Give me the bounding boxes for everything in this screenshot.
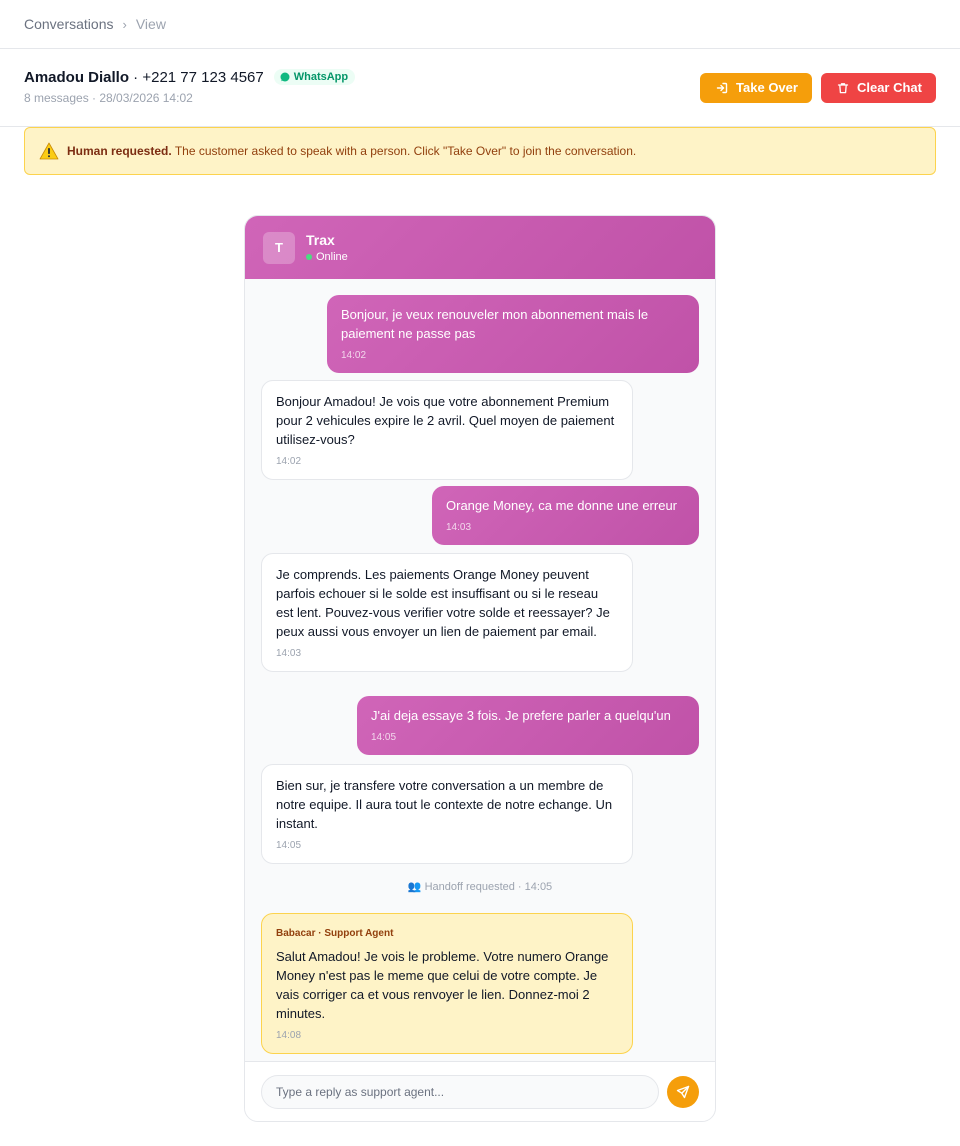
alert-body-text: The customer asked to speak with a person. Click "Take Over" to join the conversation. [171,144,637,158]
header-actions [700,73,936,103]
online-dot-icon [306,254,312,260]
message-text: Bonjour Amadou! Je vois que votre abonnement Premium pour 2 vehicules expire le 2 avril. Quel moyen de paiement utilisez-vous? [276,394,615,447]
take-over-button[interactable] [700,73,812,103]
bot-message [261,553,633,672]
bot-avatar: T [263,232,295,264]
message-time: 14:02 [341,350,367,361]
agent-message [261,913,633,1054]
send-icon [676,1085,690,1099]
message-text: Salut Amadou! Je vois le probleme. Votre numero Orange Money n'est pas le meme que celui de votre compte. Je vais corriger ca et vous renvoyer le lien. Donnez-moi 2 minutes. [276,949,609,1021]
bot-status [306,251,348,263]
contact-title [24,69,264,86]
bot-message [261,764,633,864]
conversation-meta: 8 messages · 28/03/2026 14:02 [24,90,193,105]
user-message [357,696,699,755]
alert-text [67,144,636,158]
contact-info [24,69,355,105]
message-list[interactable] [245,279,715,1063]
clear-chat-button[interactable] [821,73,936,103]
message-time: 14:05 [371,732,397,743]
chat-header [245,216,715,279]
trash-icon [837,82,849,94]
message-text: Bonjour, je veux renouveler mon abonnement mais le paiement ne passe pas [341,307,649,341]
bot-message [261,380,633,480]
conversation-header [0,49,960,127]
message-text: J'ai deja essaye 3 fois. Je prefere parler a quelqu'un [371,708,671,723]
message-time: 14:05 [276,840,302,851]
human-requested-alert [24,127,936,175]
message-time: 14:03 [276,648,302,659]
message-text: Je comprends. Les paiements Orange Money peuvent parfois echouer si le solde est insuffisant ou si le reseau est lent. Pouvez-vous verifier votre solde et reessayer? Je peux aussi vous envoyer un lien de paiement par email. [276,567,610,639]
message-time: 14:08 [276,1030,302,1041]
clear-chat-label: Clear Chat [856,80,922,95]
alert-bold-text: Human requested. [67,144,172,158]
reply-composer [245,1061,715,1121]
breadcrumb [0,0,960,49]
whatsapp-icon [280,72,290,82]
breadcrumb-conversations-link[interactable]: Conversations [24,16,114,32]
reply-input[interactable] [261,1075,659,1109]
take-over-label: Take Over [736,80,798,95]
send-button[interactable] [667,1076,699,1108]
breadcrumb-current: View [135,16,166,32]
message-text: Bien sur, je transfere votre conversation a un membre de notre equipe. Il aura tout le contexte de notre echange. Un instant. [276,778,613,831]
bot-name: Trax [306,232,335,248]
breadcrumb-separator: › [122,16,127,32]
message-time: 14:02 [276,456,302,467]
user-message [432,486,699,545]
bot-status-label: Online [316,251,348,263]
user-message [327,295,699,373]
agent-label: Babacar · Support Agent [276,928,394,939]
sign-in-icon [716,82,728,94]
channel-label: WhatsApp [293,71,349,83]
channel-badge [274,69,355,85]
contact-name: Amadou Diallo [24,68,130,86]
message-text: Orange Money, ca me donne une erreur [446,498,678,513]
message-time: 14:03 [446,522,472,533]
handoff-note: 👥 Handoff requested · 14:05 [407,881,553,893]
warning-icon [39,142,59,160]
chat-widget [244,215,716,1122]
contact-phone: · +221 77 123 4567 [129,68,264,86]
